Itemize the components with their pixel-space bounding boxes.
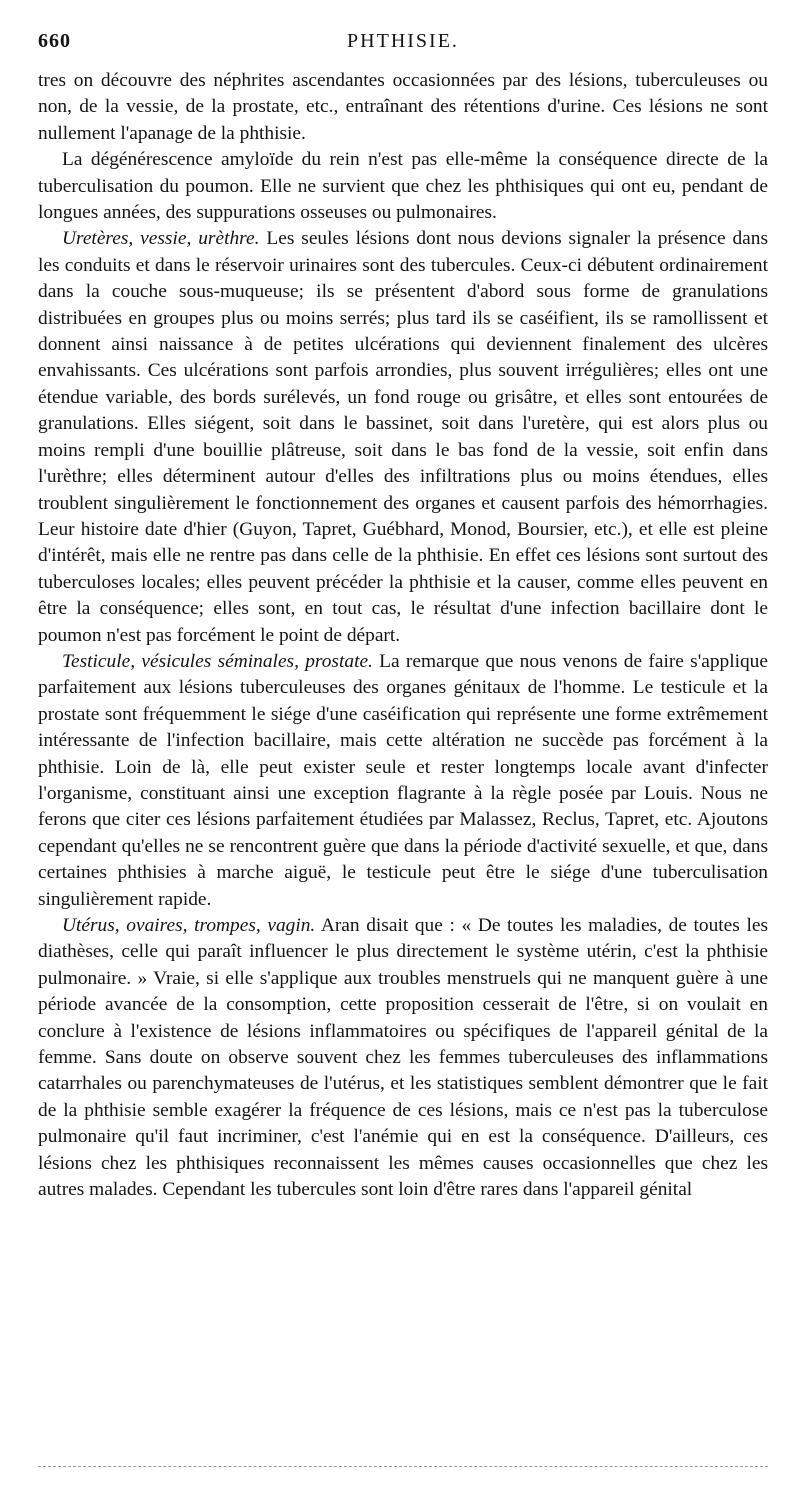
paragraph-ureters-bladder-urethra xyxy=(38,226,768,649)
paragraph-renal-continuation xyxy=(38,68,768,147)
paragraph-text: La remarque que nous venons de faire s'applique parfaitement aux lésions tuberculeuses des organes génitaux de l'homme. Le testicule et la prostate sont fréquemment le siége d'une caséification qui représente une forme extrêmement intéressante de l'infection bacillaire, mais cette altération ne succède pas forcément à la phthisie. Loin de là, elle peut exister seule et rester longtemps locale avant d'infecter l'organisme, constituant ainsi une exception flagrante à la règle posée par Louis. Nous ne ferons que citer ces lésions parfaitement étudiées par Malassez, Reclus, Tapret, etc. Ajoutons cependant qu'elles ne se rencontrent guère que dans la période d'activité sexuelle, et que, dans certaines phthisies à marche aiguë, le testicule peut être le siége d'une tuberculisation singulièrement rapide. xyxy=(38,650,768,910)
paragraph-uterus-ovaries xyxy=(38,913,768,1203)
section-lead: Testicule, vésicules séminales, prostate. xyxy=(62,650,373,672)
section-lead: Utérus, ovaires, trompes, vagin. xyxy=(62,915,316,936)
paragraph-text: Aran disait que : « De toutes les maladies, de toutes les diathèses, celle qui paraît influencer le plus directement le système utérin, c'est la phthisie pulmonaire. » Vraie, si elle s'applique aux troubles menstruels qui ne manquent guère à une période avancée de la consomption, cette proposition cesserait de l'être, si on voulait en conclure à l'existence de lésions inflammatoires ou spécifiques de l'appareil génital de la femme. Sans doute on observe souvent chez les femmes tuberculeuses des inflammations catarrhales ou parenchymateuses de l'utérus, et les statistiques semblent démontrer que le fait de la phthisie semble exagérer la fréquence de ces lésions, mais ce n'est pas la tuberculose pulmonaire qu'il faut incriminer, c'est l'anémie qui en est la conséquence. D'ailleurs, ces lésions chez les phthisiques reconnaissent les mêmes causes occasionnelles que chez les autres malades. Cependant les tubercules sont loin d'être rares dans l'appareil génital xyxy=(38,915,768,1201)
page-number: 660 xyxy=(38,30,71,52)
book-page xyxy=(38,30,768,1203)
paragraph-text: Les seules lésions dont nous devions signaler la présence dans les conduits et dans le réservoir urinaires sont des tubercules. Ceux-ci débutent ordinairement dans la couche sous-muqueuse; ils se présentent d'abord sous forme de granulations distribuées en groupes plus ou moins serrés; plus tard ils se caséifient, ils se ramollissent et donnent ainsi naissance à de petites ulcérations qui deviennent finalement des ulcères envahissants. Ces ulcérations sont parfois arrondies, plus souvent irrégulières; elles ont une étendue variable, des bords surélevés, un fond rouge ou grisâtre, et elles sont entourées de granulations. Elles siégent, soit dans le bassinet, soit dans l'uretère, qui est alors plus ou moins rempli d'une bouillie plâtreuse, soit dans le bas fond de la vessie, soit enfin dans l'urèthre; elles déterminent autour d'elles des infiltrations plus ou moins étendues, elles troublent singulièrement le fonctionnement des organes et causent parfois des hémorrhagies. Leur histoire date d'hier (Guyon, Tapret, Guébhard, Monod, Boursier, etc.), et elle est pleine d'intérêt, mais elle ne rentre pas dans celle de la phthisie. En effet ces lésions sont surtout des tuberculoses locales; elles peuvent précéder la phthisie et la causer, comme elles peuvent en être la conséquence; elles sont, en tout cas, le résultat d'une infection bacillaire dont le poumon n'est pas forcément le point de départ. xyxy=(38,228,769,646)
paragraph-amyloid-kidney xyxy=(38,147,768,226)
paragraph-text: La dégénérescence amyloïde du rein n'est pas elle-même la conséquence directe de la tuberculisation du poumon. Elle ne survient que chez les phthisiques qui ont eu, pendant de longues années, des suppurations osseuses ou pulmonaires. xyxy=(38,149,768,224)
running-head xyxy=(38,30,768,56)
running-title: PHTHISIE. xyxy=(347,30,459,52)
body-text xyxy=(38,68,768,1203)
footer-rule xyxy=(38,1466,768,1467)
paragraph-text: tres on découvre des néphrites ascendantes occasionnées par des lésions, tuberculeuses ou non, de la vessie, de la prostate, etc., entraînant des rétentions d'urine. Ces lésions ne sont nullement l'apanage de la phthisie. xyxy=(38,70,768,144)
paragraph-testicle-prostate xyxy=(38,649,768,913)
section-lead: Uretères, vessie, urèthre. xyxy=(62,228,260,250)
